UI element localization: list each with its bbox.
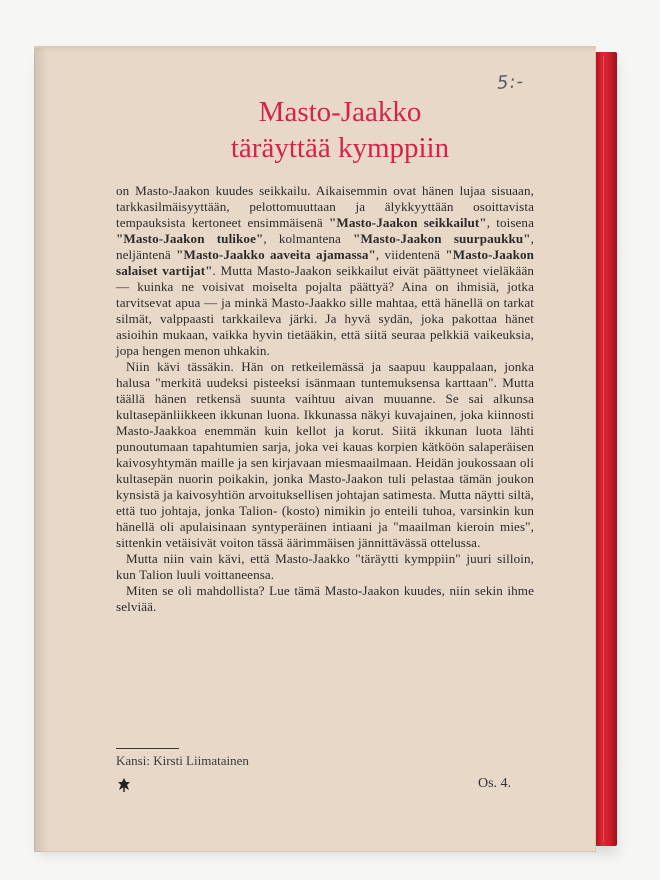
series-title: "Masto-Jaakon salaiset vartijat": [116, 247, 534, 278]
description-paragraph-3: Mutta niin vain kävi, että Masto-Jaakko "täräytti kymppiin" juuri silloin, kun Talion luuli voittaneensa.: [116, 551, 534, 582]
red-book-spine: [596, 52, 617, 846]
description-paragraph-2: Niin kävi tässäkin. Hän on retkeilemässä ja saapuu kauppalaan, jonka halusa "merkitä uudeksi pisteeksi isänmaan tuntemuksensa karttaan". Mutta täällä hänen retkensä suunta vaihtuu aivan muuanne. Se sai alkunsa kultasepänliikkeen ikkunan luona. Ikkunassa näkyi kuvajainen, joka kiinnosti Masto-Jaakkoa enemmän kuin kellot ja korut. Siitä ikkunan luota lähti punoutumaan tapahtumien sarja, joka vei kauas korpien kätköön salaperäisen kaivosyhtymän maille ja sen kirjavaan miesmaailmaan. Heidän joukossaan oli kultasepän nuorin poikakin, jonka Masto-Jaakon tuli pelastaa tämän joukon kynsistä ja kaivosyhtiön arvoituksellisen johtajan satimesta. Mutta näytti siltä, että tuo johtaja, jonka Talion- (kosto) nimikin jo enteili tuhoa, varsinkin kun hänellä oli apulaisinaan syntyperäinen intiaani ja "maailman kieroin mies", sittenkin vetäisivät voiton tässä äärimmäisen jännittävässä ottelussa.: [116, 359, 534, 550]
paragraph-text: , toisena: [486, 215, 534, 230]
book-title-line-1: Masto-Jaakko: [258, 96, 422, 128]
handwritten-price: 5:-: [496, 71, 525, 94]
paragraph-text: , viidentenä: [375, 247, 441, 262]
description-paragraph-4: Miten se oli mahdollista? Lue tämä Masto-Jaakon kuudes, niin sekin ihme selviää.: [116, 583, 534, 614]
book-title: [200, 94, 480, 166]
description-paragraph-1: [116, 183, 534, 359]
series-title: "Masto-Jaakko aaveita ajamassa": [176, 247, 376, 262]
description-text: [116, 183, 534, 615]
cover-left-wear: [34, 48, 48, 852]
cover-credit: Kansi: Kirsti Liimatainen: [116, 753, 249, 768]
cover-top-edge: [34, 46, 596, 52]
paragraph-text: . Mutta Masto-Jaakon seikkailut eivät päättyneet vieläkään — kuinka ne voisivat moiselta pojalta päättyä? Aina on ihmisiä, jotka tarvitsevat apua — ja minkä Masto-Jaakko sille mahtaa, että hänellä on tarkat silmät, valppaasti tarkkaileva järki. Ja hyvä sydän, joka pakottaa hänet asioihin mukaan, vaikka hyvin tietääkin, että siitä seuraa pelkkiä vaikeuksia, jopa hengen menon uhkakin.: [116, 263, 534, 358]
series-title: "Masto-Jaakon tulikoe": [116, 231, 264, 246]
spine-highlight: [603, 56, 604, 842]
series-title: "Masto-Jaakon suurpaukku": [353, 231, 531, 246]
part-number: Os. 4.: [478, 776, 512, 791]
series-title: "Masto-Jaakon seikkailut": [329, 215, 487, 230]
book-title-line-2: täräyttää kymppiin: [230, 132, 450, 164]
paragraph-text: on Masto-Jaakon kuudes seikkailu. Aikaisemmin ovat hänen lujaa sisuaan, tarkkasilmäisyyttään, pelottomuuttaan ja älykkyyttään osoittavista tempauksista kertoneet ensimmäisenä: [116, 183, 534, 230]
paragraph-text: , neljäntenä: [116, 231, 534, 262]
credit-divider: [116, 748, 179, 749]
paragraph-text: , kolmantena: [263, 231, 341, 246]
publisher-logo-icon: [116, 777, 132, 793]
